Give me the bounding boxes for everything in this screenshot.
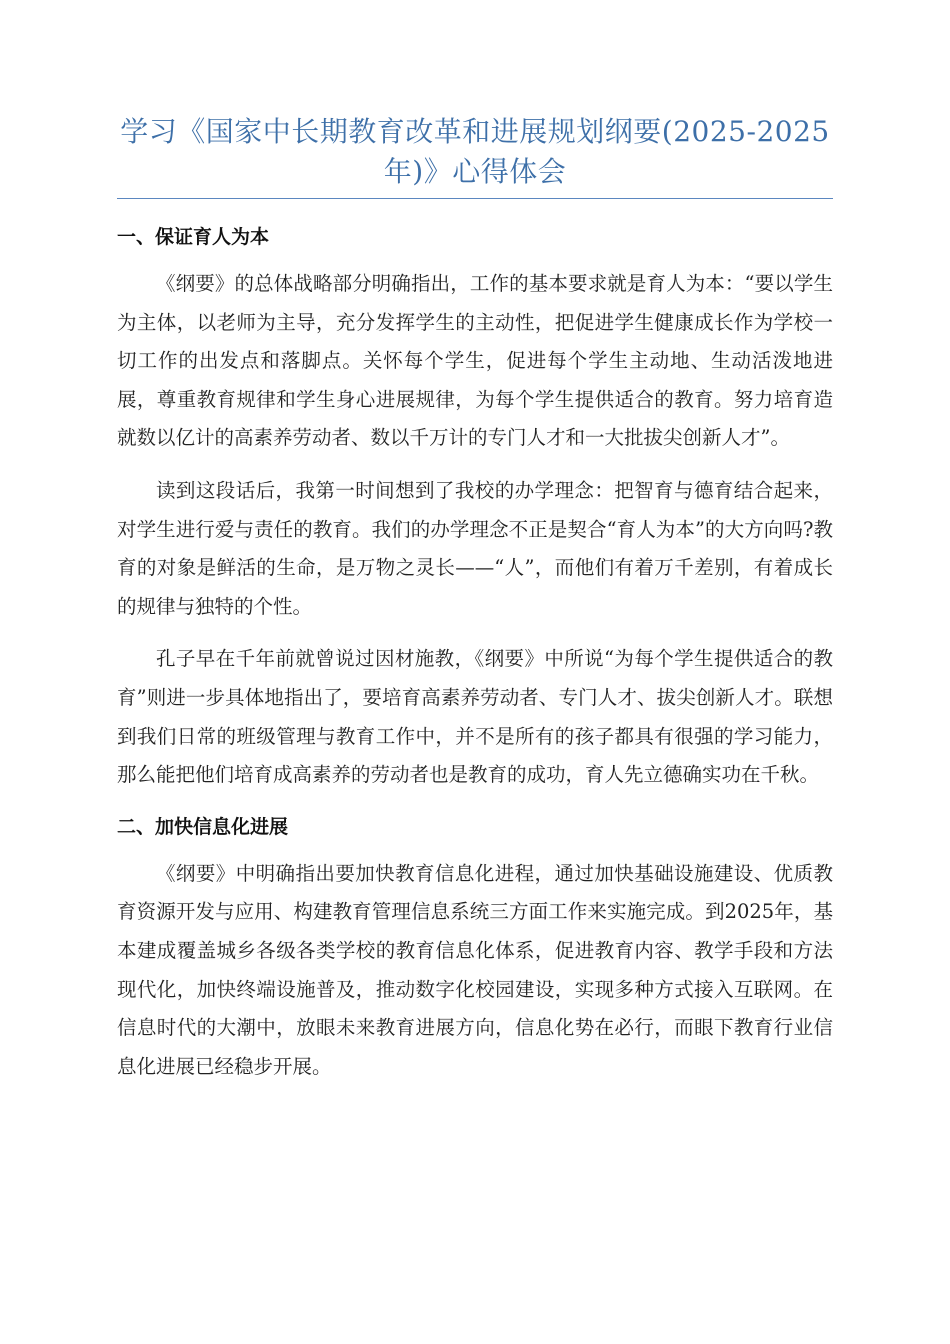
paragraph: 孔子早在千年前就曾说过因材施教，《纲要》中所说“为每个学生提供适合的教育”则进一步具体地指出了，要培育高素养劳动者、专门人才、拔尖创新人才。联想到我们日常的班级管理与教育工作中，并不是所有的孩子都具有很强的学习能力，那么能把他们培育成高素养的劳动者也是教育的成功，育人先立德确实功在千秋。 (117, 647, 833, 787)
paragraph: 《纲要》中明确指出要加快教育信息化进程，通过加快基础设施建设、优质教育资源开发与应用、构建教育管理信息系统三方面工作来实施完成。到2025年，基本建成覆盖城乡各级各类学校的教育信息化体系，促进教育内容、教学手段和方法现代化，加快终端设施普及，推动数字化校园建设，实现多种方式接入互联网。在信息时代的大潮中，放眼未来教育进展方向，信息化势在必行，而眼下教育行业信息化进展已经稳步开展。 (117, 861, 833, 1078)
document-page (117, 112, 833, 1100)
section-1 (117, 223, 833, 795)
section-heading: 二、加快信息化进展 (117, 815, 289, 838)
paragraph: 《纲要》的总体战略部分明确指出，工作的基本要求就是育人为本：“要以学生为主体，以老师为主导，充分发挥学生的主动性，把促进学生健康成长作为学校一切工作的出发点和落脚点。关怀每个学生，促进每个学生主动地、生动活泼地进展，尊重教育规律和学生身心进展规律，为每个学生提供适合的教育。努力培育造就数以亿计的高素养劳动者、数以千万计的专门人才和一大批拔尖创新人才”。 (117, 272, 833, 450)
document-title: 学习《国家中长期教育改革和进展规划纲要(2025-2025年)》心得体会 (120, 115, 830, 188)
title-divider (117, 198, 833, 199)
section-2 (117, 813, 833, 1087)
paragraph: 读到这段话后，我第一时间想到了我校的办学理念：把智育与德育结合起来，对学生进行爱与责任的教育。我们的办学理念不正是契合“育人为本”的大方向吗?教育的对象是鲜活的生命，是万物之灵长——“人”，而他们有着万千差别，有着成长的规律与独特的个性。 (117, 478, 833, 618)
section-heading: 一、保证育人为本 (117, 226, 270, 248)
